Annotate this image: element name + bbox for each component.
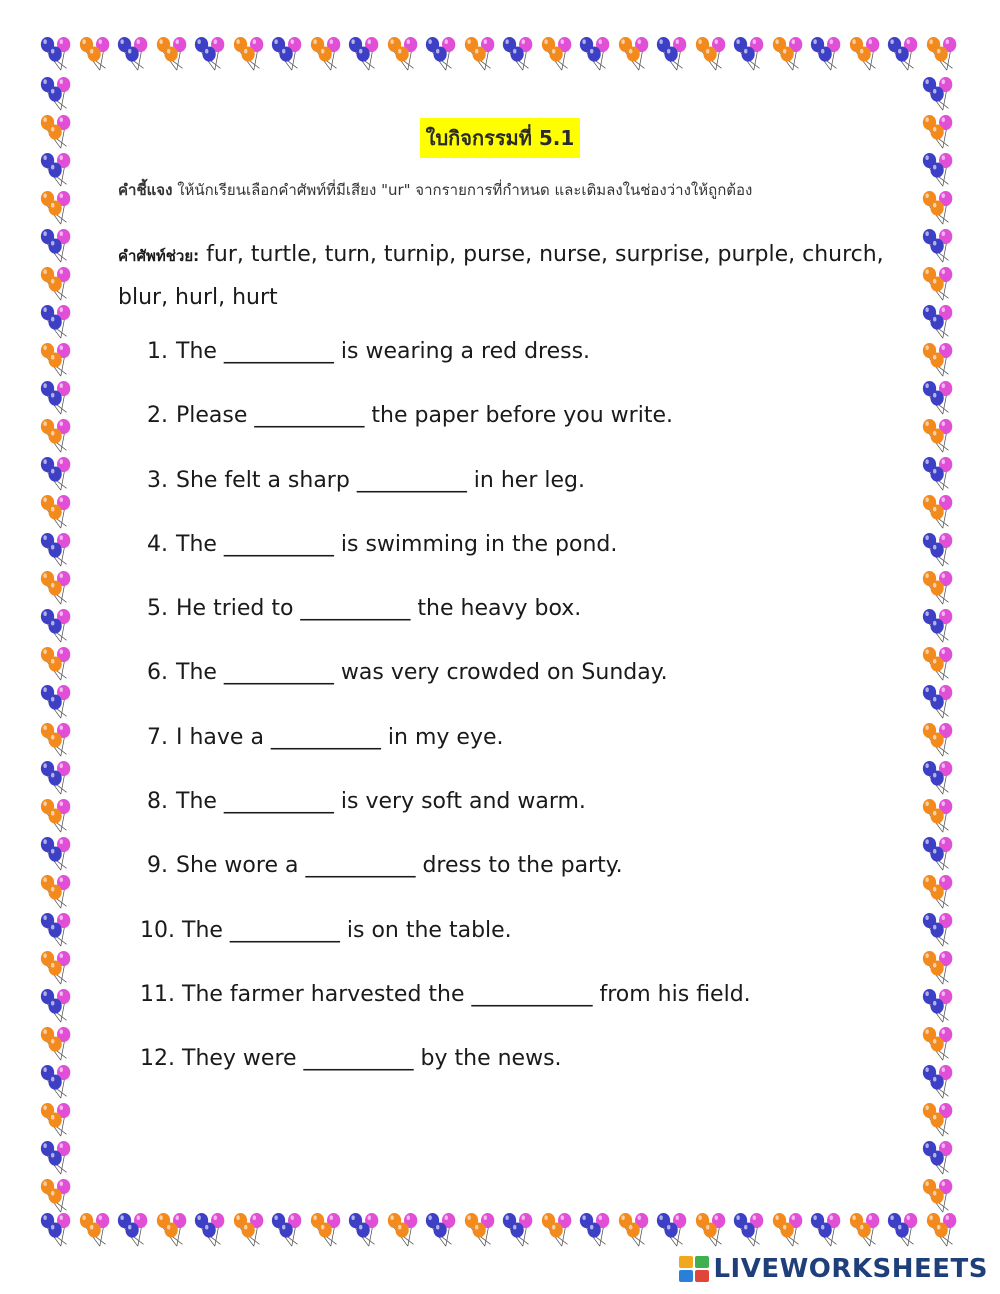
brand-name: LIVEWORKSHEETS: [713, 1254, 988, 1284]
question-text: He tried to __________ the heavy box.: [176, 596, 582, 622]
balloon-cluster-icon: [920, 1026, 958, 1064]
question-number: 8.: [147, 789, 168, 815]
balloon-cluster-icon: [920, 418, 958, 456]
balloon-cluster-icon: [539, 1212, 577, 1250]
balloon-cluster-icon: [920, 76, 958, 114]
balloon-cluster-icon: [920, 1140, 958, 1178]
balloon-cluster-icon: [920, 494, 958, 532]
balloon-cluster-icon: [77, 1212, 115, 1250]
balloon-cluster-icon: [920, 228, 958, 266]
balloon-cluster-icon: [269, 36, 307, 74]
border-left: [38, 76, 82, 1216]
question-number: 5.: [147, 596, 168, 622]
question-number: 4.: [147, 531, 168, 557]
balloon-cluster-icon: [731, 36, 769, 74]
balloon-cluster-icon: [808, 1212, 846, 1250]
instruction-label: คำชี้แจง: [118, 181, 173, 199]
balloon-cluster-icon: [500, 1212, 538, 1250]
balloon-cluster-icon: [38, 1140, 76, 1178]
question-item: [140, 975, 900, 1039]
balloon-cluster-icon: [308, 1212, 346, 1250]
balloon-cluster-icon: [38, 988, 76, 1026]
question-text: The __________ is wearing a red dress.: [176, 339, 591, 364]
balloon-cluster-icon: [38, 608, 76, 646]
balloon-cluster-icon: [577, 36, 615, 74]
balloon-cluster-icon: [38, 912, 76, 950]
balloon-cluster-icon: [38, 570, 76, 608]
balloon-cluster-icon: [115, 1212, 153, 1250]
footer-brand: [679, 1254, 988, 1284]
balloon-cluster-icon: [654, 36, 692, 74]
balloon-cluster-icon: [269, 1212, 307, 1250]
balloon-cluster-icon: [38, 190, 76, 228]
instruction: [118, 178, 898, 202]
balloon-cluster-icon: [770, 1212, 808, 1250]
balloon-cluster-icon: [308, 36, 346, 74]
balloon-cluster-icon: [539, 36, 577, 74]
balloon-cluster-icon: [920, 760, 958, 798]
question-item: [140, 332, 900, 396]
balloon-cluster-icon: [920, 456, 958, 494]
balloon-cluster-icon: [346, 36, 384, 74]
balloon-cluster-icon: [38, 836, 76, 874]
balloon-cluster-icon: [423, 1212, 461, 1250]
question-text: The __________ is very soft and warm.: [176, 789, 586, 815]
border-bottom: [38, 1212, 962, 1256]
balloon-cluster-icon: [885, 36, 923, 74]
balloon-cluster-icon: [693, 1212, 731, 1250]
balloon-cluster-icon: [924, 36, 962, 74]
border-right: [920, 76, 964, 1216]
question-item: [140, 782, 900, 846]
title-wrap: [0, 118, 1000, 158]
balloon-cluster-icon: [385, 1212, 423, 1250]
balloon-cluster-icon: [770, 36, 808, 74]
balloon-cluster-icon: [920, 684, 958, 722]
balloon-cluster-icon: [38, 874, 76, 912]
question-number: 9.: [147, 853, 168, 879]
balloon-cluster-icon: [920, 836, 958, 874]
balloon-cluster-icon: [38, 760, 76, 798]
balloon-cluster-icon: [38, 1064, 76, 1102]
question-number: 12.: [140, 1046, 175, 1072]
balloon-cluster-icon: [920, 950, 958, 988]
balloon-cluster-icon: [385, 36, 423, 74]
question-number: 10.: [140, 917, 175, 943]
word-bank: [118, 234, 898, 318]
balloon-cluster-icon: [847, 36, 885, 74]
question-item: [140, 525, 900, 589]
balloon-cluster-icon: [616, 1212, 654, 1250]
question-text: They were __________ by the news.: [182, 1046, 562, 1072]
balloon-cluster-icon: [920, 380, 958, 418]
balloon-cluster-icon: [808, 36, 846, 74]
worksheet-title: ใบกิจกรรมที่ 5.1: [420, 118, 581, 158]
question-item: [140, 1039, 900, 1103]
liveworksheets-logo-icon: [679, 1256, 709, 1282]
balloon-cluster-icon: [920, 304, 958, 342]
balloon-cluster-icon: [920, 608, 958, 646]
word-bank-label: คำศัพท์ช่วย:: [118, 247, 200, 265]
balloon-cluster-icon: [920, 1102, 958, 1140]
balloon-cluster-icon: [423, 36, 461, 74]
question-item: [140, 653, 900, 717]
balloon-cluster-icon: [38, 228, 76, 266]
question-item: [140, 718, 900, 782]
question-number: 2.: [147, 403, 168, 429]
balloon-cluster-icon: [154, 36, 192, 74]
balloon-cluster-icon: [38, 304, 76, 342]
balloon-cluster-icon: [38, 1102, 76, 1140]
balloon-cluster-icon: [500, 36, 538, 74]
balloon-cluster-icon: [920, 1064, 958, 1102]
balloon-cluster-icon: [38, 1212, 76, 1250]
balloon-cluster-icon: [38, 722, 76, 760]
balloon-cluster-icon: [920, 532, 958, 570]
balloon-cluster-icon: [920, 266, 958, 304]
border-top: [38, 36, 962, 80]
question-item: [140, 396, 900, 460]
question-item: [140, 589, 900, 653]
balloon-cluster-icon: [38, 1178, 76, 1216]
balloon-cluster-icon: [192, 1212, 230, 1250]
balloon-cluster-icon: [693, 36, 731, 74]
question-text: She felt a sharp __________ in her leg.: [176, 467, 585, 493]
question-text: The __________ was very crowded on Sunday.: [176, 660, 668, 686]
balloon-cluster-icon: [616, 36, 654, 74]
question-item: [140, 846, 900, 910]
balloon-cluster-icon: [38, 684, 76, 722]
balloon-cluster-icon: [192, 36, 230, 74]
balloon-cluster-icon: [231, 1212, 269, 1250]
balloon-cluster-icon: [38, 798, 76, 836]
question-text: The farmer harvested the ___________ from his field.: [182, 981, 751, 1007]
balloon-cluster-icon: [38, 456, 76, 494]
balloon-cluster-icon: [847, 1212, 885, 1250]
balloon-cluster-icon: [920, 874, 958, 912]
balloon-cluster-icon: [920, 342, 958, 380]
question-number: 1.: [147, 339, 168, 364]
balloon-cluster-icon: [577, 1212, 615, 1250]
balloon-cluster-icon: [38, 532, 76, 570]
balloon-cluster-icon: [920, 798, 958, 836]
question-number: 11.: [140, 981, 175, 1007]
balloon-cluster-icon: [731, 1212, 769, 1250]
question-text: The __________ is on the table.: [182, 917, 512, 943]
question-list: [140, 332, 900, 1104]
balloon-cluster-icon: [920, 190, 958, 228]
question-number: 7.: [147, 724, 168, 750]
balloon-cluster-icon: [154, 1212, 192, 1250]
question-text: I have a __________ in my eye.: [176, 724, 504, 750]
balloon-cluster-icon: [38, 950, 76, 988]
balloon-cluster-icon: [38, 36, 76, 74]
question-item: [140, 461, 900, 525]
balloon-cluster-icon: [920, 722, 958, 760]
question-number: 3.: [147, 467, 168, 493]
balloon-cluster-icon: [231, 36, 269, 74]
balloon-cluster-icon: [38, 266, 76, 304]
balloon-cluster-icon: [38, 1026, 76, 1064]
question-number: 6.: [147, 660, 168, 686]
balloon-cluster-icon: [924, 1212, 962, 1250]
balloon-cluster-icon: [38, 494, 76, 532]
balloon-cluster-icon: [920, 646, 958, 684]
balloon-cluster-icon: [654, 1212, 692, 1250]
balloon-cluster-icon: [38, 418, 76, 456]
balloon-cluster-icon: [920, 988, 958, 1026]
balloon-cluster-icon: [920, 1178, 958, 1216]
balloon-cluster-icon: [346, 1212, 384, 1250]
question-text: The __________ is swimming in the pond.: [176, 531, 618, 557]
balloon-cluster-icon: [38, 342, 76, 380]
balloon-cluster-icon: [38, 646, 76, 684]
instruction-text: ให้นักเรียนเลือกคำศัพท์ที่มีเสียง "ur" จากรายการที่กำหนด และเติมลงในช่องว่างให้ถูกต้อง: [172, 181, 753, 199]
question-text: Please __________ the paper before you write.: [176, 403, 673, 429]
balloon-cluster-icon: [38, 76, 76, 114]
balloon-cluster-icon: [77, 36, 115, 74]
balloon-cluster-icon: [462, 1212, 500, 1250]
balloon-cluster-icon: [885, 1212, 923, 1250]
question-item: [140, 911, 900, 975]
question-text: She wore a __________ dress to the party.: [176, 853, 623, 879]
balloon-cluster-icon: [462, 36, 500, 74]
word-bank-text: fur, turtle, turn, turnip, purse, nurse, surprise, purple, church, blur, hurl, hurt: [118, 242, 884, 310]
balloon-cluster-icon: [115, 36, 153, 74]
balloon-cluster-icon: [920, 570, 958, 608]
balloon-cluster-icon: [920, 912, 958, 950]
balloon-cluster-icon: [38, 380, 76, 418]
